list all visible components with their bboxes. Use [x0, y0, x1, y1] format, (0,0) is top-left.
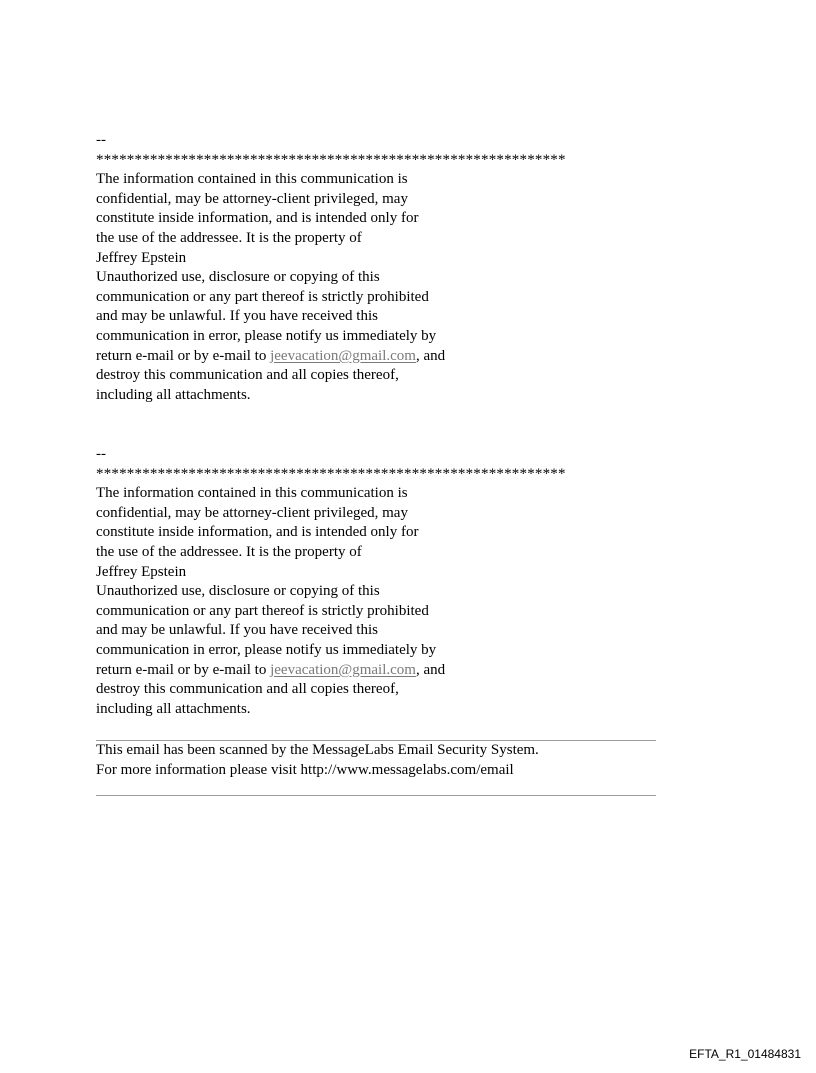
disclaimer-line: communication in error, please notify us immediately by	[96, 327, 437, 344]
confidentiality-disclaimer	[96, 131, 656, 405]
separator-dashes: --	[96, 446, 106, 462]
document-id: EFTA_R1_01484831	[689, 1047, 801, 1061]
disclaimer-email-line	[96, 347, 656, 367]
disclaimer-line: Unauthorized use, disclosure or copying of this	[96, 269, 380, 286]
disclaimer-line: the use of the addressee. It is the property of	[96, 229, 362, 246]
disclaimer-line: constitute inside information, and is intended only for	[96, 524, 419, 541]
separator-stars: *************************************************************	[96, 465, 566, 482]
disclaimer-line: Unauthorized use, disclosure or copying of this	[96, 583, 380, 600]
disclaimer-line: confidential, may be attorney-client privileged, may	[96, 504, 408, 521]
disclaimer-line: communication or any part thereof is strictly prohibited	[96, 288, 429, 305]
separator-dashes: --	[96, 132, 106, 148]
disclaimer-line: The information contained in this communication is	[96, 171, 408, 188]
disclaimer-line: communication in error, please notify us immediately by	[96, 641, 437, 658]
divider-bottom	[96, 795, 656, 796]
disclaimer-line: The information contained in this communication is	[96, 485, 408, 502]
disclaimer-line: the use of the addressee. It is the property of	[96, 543, 362, 560]
disclaimer-line: and may be unlawful. If you have received this	[96, 622, 378, 639]
disclaimer-line: Jeffrey Epstein	[96, 249, 187, 266]
disclaimer-line: including all attachments.	[96, 386, 251, 403]
scan-notice	[96, 741, 656, 780]
disclaimer-line: including all attachments.	[96, 700, 251, 717]
disclaimer-line: destroy this communication and all copies thereof,	[96, 681, 399, 698]
disclaimer-line: Jeffrey Epstein	[96, 563, 187, 580]
disclaimer-line: destroy this communication and all copies thereof,	[96, 367, 399, 384]
scan-notice-line-1: This email has been scanned by the MessageLabs Email Security System.	[96, 742, 539, 758]
scan-notice-line-2: For more information please visit http://www.messagelabs.com/email	[96, 761, 514, 778]
disclaimer-email-line	[96, 661, 656, 681]
email-suffix: , and	[415, 347, 446, 364]
disclaimer-line: communication or any part thereof is strictly prohibited	[96, 602, 429, 619]
email-prefix: return e-mail or by e-mail to	[96, 347, 271, 364]
email-link[interactable]: jeevacation@gmail.com	[270, 661, 416, 678]
email-link[interactable]: jeevacation@gmail.com	[270, 347, 416, 364]
email-prefix: return e-mail or by e-mail to	[96, 661, 271, 678]
confidentiality-disclaimer	[96, 445, 656, 719]
separator-stars: *************************************************************	[96, 151, 566, 168]
disclaimer-line: constitute inside information, and is intended only for	[96, 210, 419, 227]
email-suffix: , and	[415, 661, 446, 678]
disclaimer-line: confidential, may be attorney-client privileged, may	[96, 190, 408, 207]
disclaimer-line: and may be unlawful. If you have received this	[96, 308, 378, 325]
